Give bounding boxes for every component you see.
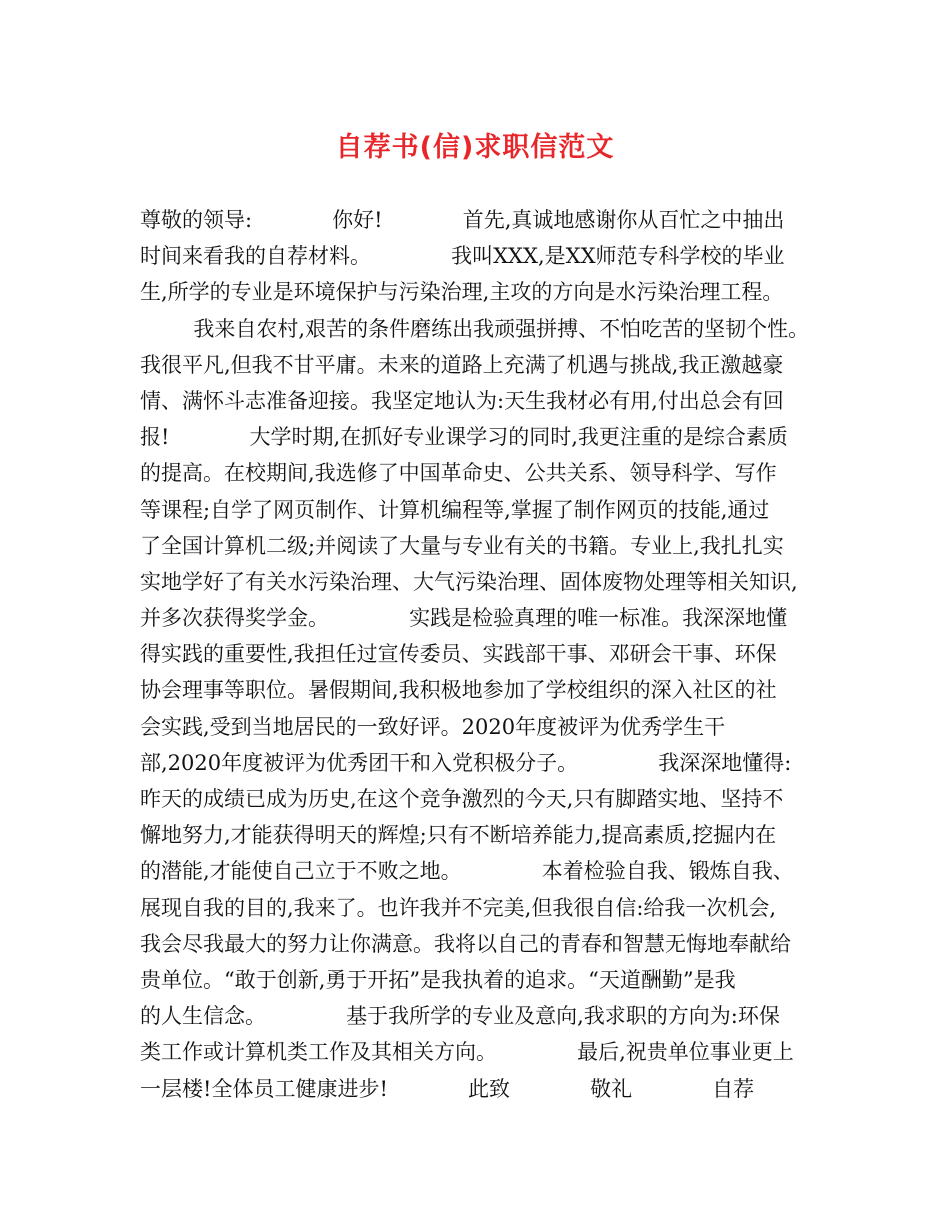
body-line: 协会理事等职位。暑假期间,我积极地参加了学校组织的深入社区的社	[140, 678, 777, 703]
body-line: 会实践,受到当地居民的一致好评。2020年度被评为优秀学生干	[140, 714, 726, 739]
body-line: 情、满怀斗志准备迎接。我坚定地认为:天生我材必有用,付出总会有回	[140, 388, 784, 413]
body-line: 并多次获得奖学金。 实践是检验真理的唯一标准。我深深地懂	[140, 606, 788, 631]
body-line: 时间来看我的自荐材料。 我叫XXX,是XX师范专科学校的毕业	[140, 244, 785, 269]
body-line: 一层楼!全体员工健康进步! 此致 敬礼 自荐	[140, 1076, 755, 1101]
body-line: 贵单位。“敢于创新,勇于开拓”是我执着的追求。“天道酬勤”是我	[140, 967, 736, 992]
body-line: 我来自农村,艰苦的条件磨练出我顽强拼搏、不怕吃苦的坚韧个性。	[140, 316, 810, 341]
body-line: 实地学好了有关水污染治理、大气污染治理、固体废物处理等相关知识,	[140, 569, 798, 594]
body-line: 我很平凡,但我不甘平庸。未来的道路上充满了机遇与挑战,我正激越豪	[140, 352, 784, 377]
body-line: 的人生信念。 基于我所学的专业及意向,我求职的方向为:环保	[140, 1004, 780, 1029]
body-line: 等课程;自学了网页制作、计算机编程等,掌握了制作网页的技能,通过	[140, 497, 770, 522]
body-line: 懈地努力,才能获得明天的辉煌;只有不断培养能力,提高素质,挖掘内在	[140, 823, 777, 848]
body-line: 我会尽我最大的努力让你满意。我将以自己的青春和智慧无悔地奉献给	[140, 931, 791, 956]
body-line: 部,2020年度被评为优秀团干和入党积极分子。 我深深地懂得:	[140, 750, 792, 775]
body-line: 昨天的成绩已成为历史,在这个竞争激烈的今天,只有脚踏实地、坚持不	[140, 787, 784, 811]
body-line: 报! 大学时期,在抓好专业课学习的同时,我更注重的是综合素质	[140, 425, 788, 450]
body-line: 尊敬的领导: 你好! 首先,真诚地感谢你从百忙之中抽出	[140, 208, 785, 232]
body-line: 得实践的重要性,我担任过宣传委员、实践部干事、邓研会干事、环保	[140, 642, 777, 667]
body-line: 的提高。在校期间,我选修了中国革命史、公共关系、领导科学、写作	[140, 461, 777, 486]
body-line: 生,所学的专业是环境保护与污染治理,主攻的方向是水污染治理工程。	[140, 280, 784, 305]
body-line: 类工作或计算机类工作及其相关方向。 最后,祝贵单位事业更上	[140, 1040, 794, 1065]
letter-body	[140, 202, 812, 1107]
body-line: 了全国计算机二级;并阅读了大量与专业有关的书籍。专业上,我扎扎实	[140, 533, 784, 558]
body-line: 展现自我的目的,我来了。也许我并不完美,但我很自信:给我一次机会,	[140, 895, 777, 920]
document-title: 自荐书(信)求职信范文	[335, 132, 615, 163]
body-line: 的潜能,才能使自己立于不败之地。 本着检验自我、锻炼自我、	[140, 859, 794, 884]
